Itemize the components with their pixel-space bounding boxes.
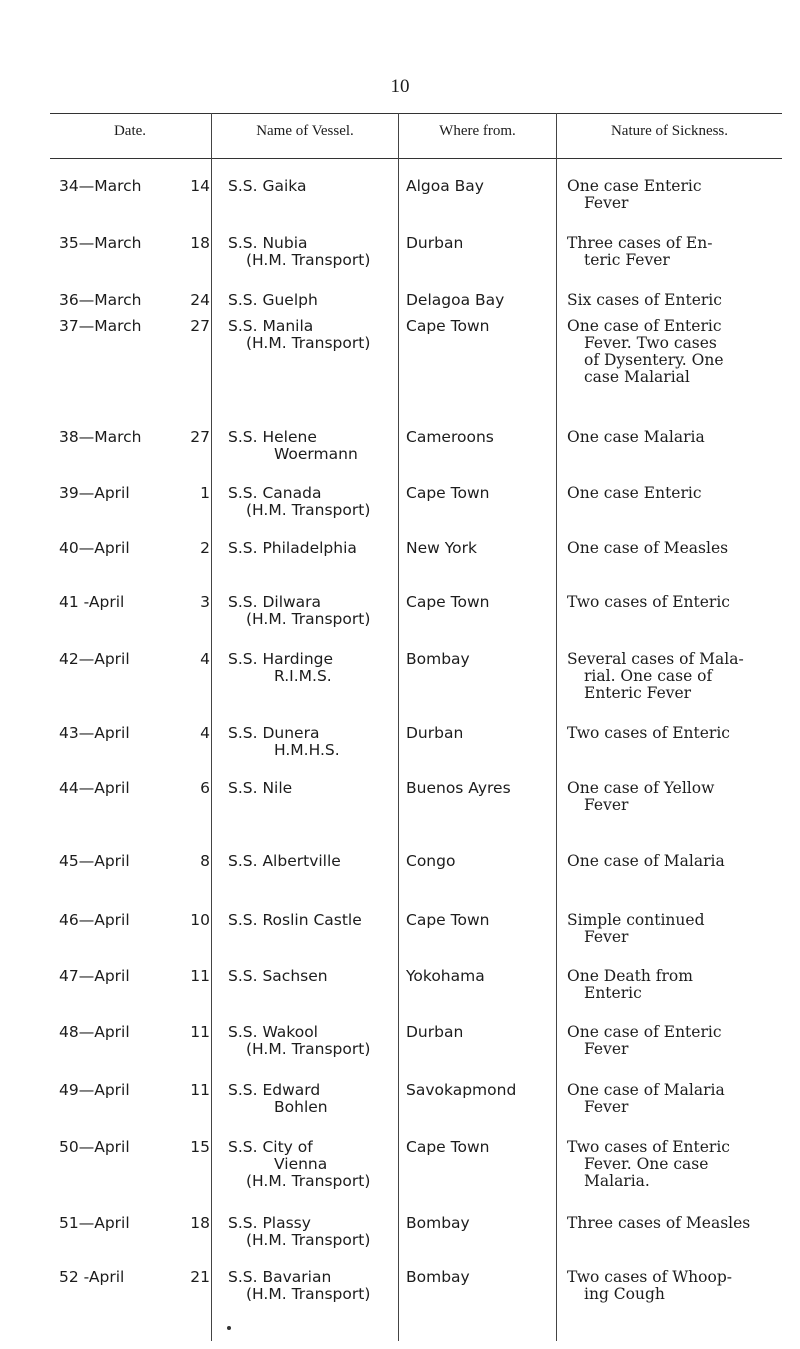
sickness-cell: [567, 912, 782, 946]
origin-cell: Yokohama: [406, 967, 485, 985]
vessel-line: (H.M. Transport): [246, 1285, 371, 1303]
vessel-line: (H.M. Transport): [246, 1040, 371, 1058]
date-cell: 45—April: [59, 852, 130, 870]
origin-cell: Durban: [406, 1023, 464, 1041]
vessel-line: S.S. Wakool: [228, 1023, 318, 1041]
origin-cell: Delagoa Bay: [406, 291, 505, 309]
sickness-line: Fever: [584, 928, 629, 946]
vessel-cell: [228, 235, 398, 269]
column-divider-vessel: [211, 113, 212, 1341]
date-cell: 44—April: [59, 779, 130, 797]
vessel-cell: [228, 1024, 398, 1058]
sickness-line: Fever: [584, 796, 629, 814]
day-cell: 18: [190, 234, 210, 252]
day-cell: 3: [200, 593, 210, 611]
vessel-line: R.I.M.S.: [274, 667, 332, 685]
vessel-line: Woermann: [274, 445, 358, 463]
sickness-line: case Malarial: [584, 368, 690, 386]
sickness-cell: [567, 318, 782, 386]
sickness-line: teric Fever: [584, 251, 670, 269]
vessel-line: S.S. Hardinge: [228, 650, 334, 668]
date-cell: 43—April: [59, 724, 130, 742]
vessel-line: S.S. Gaika: [228, 177, 307, 195]
sickness-line: One Death from: [567, 967, 693, 985]
day-cell: 11: [190, 1023, 210, 1041]
day-cell: 2: [200, 539, 210, 557]
header-from: Where from.: [439, 123, 516, 139]
origin-cell: Cape Town: [406, 317, 490, 335]
sickness-line: Two cases of Enteric: [567, 593, 730, 611]
sickness-line: Two cases of Enteric: [567, 1138, 730, 1156]
vessel-cell: [228, 485, 398, 519]
sickness-cell: [567, 540, 782, 557]
date-cell: 49—April: [59, 1081, 130, 1099]
day-cell: 10: [190, 911, 210, 929]
sickness-line: Fever. One case: [584, 1155, 709, 1173]
origin-cell: Buenos Ayres: [406, 779, 511, 797]
sickness-cell: [567, 1269, 782, 1303]
vessel-line: S.S. Sachsen: [228, 967, 328, 985]
header-bottom-rule: [50, 158, 782, 159]
sickness-cell: [567, 780, 782, 814]
origin-cell: Algoa Bay: [406, 177, 484, 195]
origin-cell: Cape Town: [406, 1138, 490, 1156]
vessel-cell: [228, 725, 398, 759]
origin-cell: Bombay: [406, 1214, 470, 1232]
day-cell: 4: [200, 650, 210, 668]
vessel-line: (H.M. Transport): [246, 501, 371, 519]
sickness-line: Malaria.: [584, 1172, 650, 1190]
vessel-line: Bohlen: [274, 1098, 328, 1116]
sickness-cell: [567, 178, 782, 212]
sickness-cell: [567, 853, 782, 870]
origin-cell: Savokapmond: [406, 1081, 517, 1099]
vessel-cell: [228, 968, 398, 985]
vessel-line: S.S. City of: [228, 1138, 313, 1156]
vessel-line: (H.M. Transport): [246, 1231, 371, 1249]
day-cell: 18: [190, 1214, 210, 1232]
vessel-cell: [228, 780, 398, 797]
date-cell: 40—April: [59, 539, 130, 557]
vessel-line: S.S. Roslin Castle: [228, 911, 362, 929]
vessel-cell: [228, 178, 398, 195]
vessel-line: S.S. Philadelphia: [228, 539, 357, 557]
vessel-cell: [228, 912, 398, 929]
sickness-line: Two cases of Whoop-: [567, 1268, 732, 1286]
sickness-cell: [567, 594, 782, 611]
origin-cell: Congo: [406, 852, 456, 870]
sickness-cell: [567, 725, 782, 742]
vessel-line: S.S. Nubia: [228, 234, 308, 252]
origin-cell: Cape Town: [406, 593, 490, 611]
vessel-line: (H.M. Transport): [246, 610, 371, 628]
vessel-line: S.S. Plassy: [228, 1214, 311, 1232]
header-sickness: Nature of Sickness.: [610, 123, 729, 139]
sickness-cell: [567, 292, 782, 309]
sickness-cell: [567, 651, 782, 702]
date-cell: 38—March: [59, 428, 142, 446]
vessel-cell: [228, 1215, 398, 1249]
vessel-line: Vienna: [274, 1155, 328, 1173]
vessel-line: (H.M. Transport): [246, 251, 371, 269]
day-cell: 27: [190, 317, 210, 335]
vessel-cell: [228, 1082, 398, 1116]
vessel-cell: [228, 651, 398, 685]
sickness-cell: [567, 1139, 782, 1190]
day-cell: 27: [190, 428, 210, 446]
day-cell: 4: [200, 724, 210, 742]
sickness-line: Fever: [584, 1040, 629, 1058]
vessel-line: (H.M. Transport): [246, 334, 371, 352]
vessel-cell: [228, 540, 398, 557]
sickness-line: One case of Yellow: [567, 779, 715, 797]
date-cell: 37—March: [59, 317, 142, 335]
vessel-cell: [228, 853, 398, 870]
sickness-cell: [567, 1215, 782, 1232]
origin-cell: Bombay: [406, 1268, 470, 1286]
date-cell: 50—April: [59, 1138, 130, 1156]
date-cell: 35—March: [59, 234, 142, 252]
table-top-rule: [50, 113, 782, 114]
sickness-line: One case of Malaria: [567, 852, 725, 870]
sickness-line: Fever: [584, 194, 629, 212]
sickness-line: One case Enteric: [567, 484, 702, 502]
sickness-line: One case of Enteric: [567, 317, 722, 335]
sickness-line: Three cases of En-: [567, 234, 713, 252]
ink-dot: [227, 1326, 231, 1330]
vessel-line: S.S. Albertville: [228, 852, 341, 870]
sickness-cell: [567, 485, 782, 502]
sickness-cell: [567, 429, 782, 446]
day-cell: 24: [190, 291, 210, 309]
date-cell: 51—April: [59, 1214, 130, 1232]
sickness-line: Three cases of Measles: [567, 1214, 751, 1232]
vessel-line: H.M.H.S.: [274, 741, 340, 759]
date-cell: 41 -April: [59, 593, 125, 611]
day-cell: 6: [200, 779, 210, 797]
sickness-line: Enteric: [584, 984, 642, 1002]
day-cell: 15: [190, 1138, 210, 1156]
date-cell: 39—April: [59, 484, 130, 502]
sickness-line: Six cases of Enteric: [567, 291, 722, 309]
vessel-cell: [228, 292, 398, 309]
day-cell: 8: [200, 852, 210, 870]
vessel-line: S.S. Guelph: [228, 291, 318, 309]
sickness-line: One case of Malaria: [567, 1081, 725, 1099]
sickness-cell: [567, 235, 782, 269]
page-number: 10: [390, 76, 410, 97]
sickness-cell: [567, 968, 782, 1002]
day-cell: 14: [190, 177, 210, 195]
column-divider-from: [398, 113, 399, 1341]
vessel-line: S.S. Manila: [228, 317, 314, 335]
date-cell: 42—April: [59, 650, 130, 668]
vessel-cell: [228, 1269, 398, 1303]
vessel-line: (H.M. Transport): [246, 1172, 371, 1190]
date-cell: 34—March: [59, 177, 142, 195]
vessel-line: S.S. Helene: [228, 428, 317, 446]
vessel-cell: [228, 594, 398, 628]
origin-cell: Bombay: [406, 650, 470, 668]
vessel-cell: [228, 429, 398, 463]
sickness-line: One case Enteric: [567, 177, 702, 195]
origin-cell: Durban: [406, 234, 464, 252]
sickness-line: Enteric Fever: [584, 684, 692, 702]
day-cell: 11: [190, 967, 210, 985]
day-cell: 1: [200, 484, 210, 502]
sickness-line: Simple continued: [567, 911, 705, 929]
origin-cell: Cameroons: [406, 428, 494, 446]
date-cell: 46—April: [59, 911, 130, 929]
date-cell: 48—April: [59, 1023, 130, 1041]
sickness-line: rial. One case of: [584, 667, 713, 685]
date-cell: 36—March: [59, 291, 142, 309]
date-cell: 47—April: [59, 967, 130, 985]
vessel-line: S.S. Dilwara: [228, 593, 322, 611]
origin-cell: Durban: [406, 724, 464, 742]
header-date: Date.: [113, 123, 147, 139]
vessel-line: S.S. Bavarian: [228, 1268, 332, 1286]
origin-cell: Cape Town: [406, 911, 490, 929]
vessel-line: S.S. Dunera: [228, 724, 320, 742]
vessel-cell: [228, 1139, 398, 1190]
column-divider-sickness: [556, 113, 557, 1341]
vessel-line: S.S. Nile: [228, 779, 293, 797]
date-cell: 52 -April: [59, 1268, 125, 1286]
vessel-cell: [228, 318, 398, 352]
header-vessel: Name of Vessel.: [256, 123, 354, 139]
sickness-line: ing Cough: [584, 1285, 665, 1303]
origin-cell: Cape Town: [406, 484, 490, 502]
sickness-cell: [567, 1082, 782, 1116]
sickness-cell: [567, 1024, 782, 1058]
vessel-line: S.S. Canada: [228, 484, 322, 502]
day-cell: 11: [190, 1081, 210, 1099]
sickness-line: Fever: [584, 1098, 629, 1116]
vessel-line: S.S. Edward: [228, 1081, 321, 1099]
origin-cell: New York: [406, 539, 477, 557]
sickness-line: of Dysentery. One: [584, 351, 724, 369]
sickness-line: One case Malaria: [567, 428, 705, 446]
sickness-line: Two cases of Enteric: [567, 724, 730, 742]
day-cell: 21: [190, 1268, 210, 1286]
sickness-line: One case of Enteric: [567, 1023, 722, 1041]
sickness-line: One case of Measles: [567, 539, 729, 557]
sickness-line: Several cases of Mala-: [567, 650, 744, 668]
sickness-line: Fever. Two cases: [584, 334, 717, 352]
